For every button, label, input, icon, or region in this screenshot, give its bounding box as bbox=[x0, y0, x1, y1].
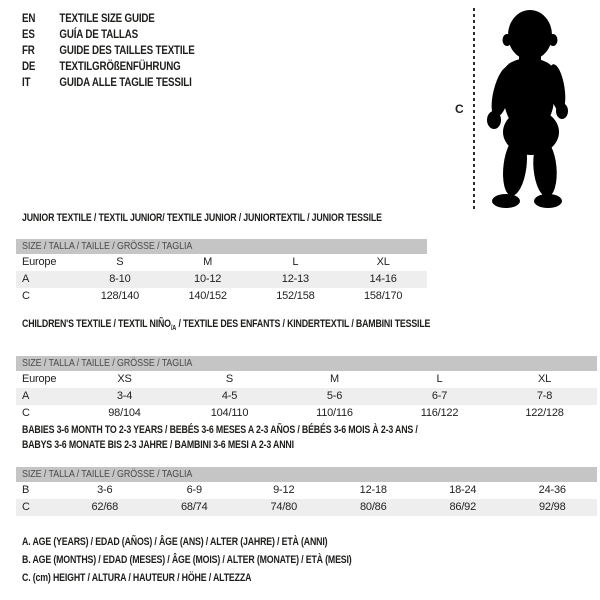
table-cell: 86/92 bbox=[449, 501, 477, 513]
table-row bbox=[16, 271, 427, 288]
junior-textile-section bbox=[16, 211, 427, 305]
table-cell: S bbox=[116, 256, 124, 268]
table-cell: 116/122 bbox=[420, 407, 459, 420]
language-code: DE bbox=[22, 61, 36, 73]
table-cell: 110/116 bbox=[316, 407, 353, 420]
table-cell: L bbox=[292, 256, 299, 268]
height-measure-label: C bbox=[455, 102, 464, 116]
babies-textile-section bbox=[16, 423, 597, 516]
row-label: C bbox=[22, 290, 30, 302]
table-cell: M bbox=[330, 373, 339, 386]
babies-textile-table bbox=[16, 467, 597, 516]
table-row bbox=[16, 405, 597, 422]
table-cell: XS bbox=[117, 373, 132, 386]
row-label: Europe bbox=[22, 256, 57, 268]
table-cell: L bbox=[436, 373, 443, 386]
title-subscript: /A bbox=[170, 325, 177, 333]
table-cell: 68/74 bbox=[180, 501, 208, 513]
table-cell: 18-24 bbox=[449, 484, 477, 496]
table-cell: 8-10 bbox=[109, 273, 131, 285]
junior-textile-table bbox=[16, 239, 427, 305]
table-cell: 6-9 bbox=[186, 484, 202, 496]
table-cell: S bbox=[225, 373, 234, 386]
table-cell: 128/140 bbox=[100, 290, 140, 302]
table-cell: XL bbox=[376, 256, 390, 268]
row-label: B bbox=[22, 484, 30, 496]
table-cell: 10-12 bbox=[194, 273, 222, 285]
size-header-bar bbox=[16, 356, 597, 371]
childrens-textile-section bbox=[16, 317, 597, 422]
language-row bbox=[22, 59, 195, 75]
table-cell: M bbox=[203, 256, 213, 268]
table-cell: 5-6 bbox=[326, 390, 343, 403]
baby-silhouette bbox=[482, 8, 574, 212]
title-line-1: BABIES 3-6 MONTH TO 2-3 YEARS / BEBÉS 3-6 MESES A 2-3 AÑOS / BÉBÉS 3-6 MOIS À 2-3 ANS / bbox=[22, 424, 418, 436]
table-row bbox=[16, 499, 597, 516]
title-prefix: CHILDREN'S TEXTILE / TEXTIL NIÑO bbox=[22, 318, 171, 330]
table-cell: 14-16 bbox=[369, 273, 397, 285]
table-cell: 9-12 bbox=[273, 484, 295, 496]
row-label: A bbox=[22, 390, 30, 403]
size-header-bar bbox=[16, 467, 597, 482]
size-header-bar bbox=[16, 239, 427, 254]
row-label: Europe bbox=[22, 373, 57, 386]
footnote-b: B. AGE (MONTHS) / EDAD (MESES) / ÂGE (MOIS) / ALTER (MONATE) / ETÀ (MESI) bbox=[22, 554, 352, 566]
height-measure-dashed-line bbox=[473, 8, 475, 210]
table-row bbox=[16, 288, 427, 305]
table-cell: XL bbox=[537, 373, 552, 386]
childrens-textile-table bbox=[16, 356, 597, 422]
table-cell: 3-6 bbox=[97, 484, 113, 496]
language-title: GUIDE DES TAILLES TEXTILE bbox=[59, 45, 195, 57]
language-row bbox=[22, 75, 195, 91]
footnotes bbox=[22, 533, 434, 587]
table-row bbox=[16, 254, 427, 271]
table-cell: 98/104 bbox=[108, 407, 141, 420]
language-list bbox=[22, 11, 195, 91]
footnote-c: C. (cm) HEIGHT / ALTURA / HAUTEUR / HÖHE / ALTEZZA bbox=[22, 572, 252, 584]
language-title: TEXTILGRÖßENFÜHRUNG bbox=[59, 61, 181, 73]
language-title: GUIDA ALLE TAGLIE TESSILI bbox=[59, 77, 192, 89]
language-row bbox=[22, 27, 195, 43]
table-cell: 3-4 bbox=[116, 390, 133, 403]
table-cell: 62/68 bbox=[91, 501, 119, 513]
table-cell: 74/80 bbox=[270, 501, 298, 513]
table-cell: 92/98 bbox=[538, 501, 566, 513]
table-row bbox=[16, 371, 597, 388]
size-header-text: SIZE / TALLA / TAILLE / GRÖSSE / TAGLIA bbox=[22, 240, 193, 252]
language-title: GUÍA DE TALLAS bbox=[59, 29, 138, 41]
table-cell: 104/110 bbox=[210, 407, 249, 420]
table-cell: 4-5 bbox=[221, 390, 238, 403]
language-title: TEXTILE SIZE GUIDE bbox=[59, 13, 155, 25]
table-cell: 80/86 bbox=[359, 501, 387, 513]
row-label: C bbox=[22, 501, 30, 513]
language-code: IT bbox=[22, 77, 31, 89]
table-cell: 152/158 bbox=[276, 290, 315, 302]
row-label: C bbox=[22, 407, 30, 420]
row-label: A bbox=[22, 273, 30, 285]
footnote-a: A. AGE (YEARS) / EDAD (AÑOS) / ÂGE (ANS) / ALTER (JAHRE) / ETÀ (ANNI) bbox=[22, 536, 328, 548]
table-cell: 140/152 bbox=[188, 290, 227, 302]
table-cell: 122/128 bbox=[525, 407, 564, 420]
table-cell: 12-18 bbox=[359, 484, 387, 496]
babies-textile-title bbox=[22, 423, 482, 453]
title-line-2: BABYS 3-6 MONATE BIS 2-3 JAHRE / BAMBINI 3-6 MESI A 2-3 ANNI bbox=[22, 439, 294, 451]
table-cell: 6-7 bbox=[431, 390, 448, 403]
size-header-text: SIZE / TALLA / TAILLE / GRÖSSE / TAGLIA bbox=[22, 357, 193, 370]
table-cell: 158/170 bbox=[363, 290, 403, 302]
junior-textile-title: JUNIOR TEXTILE / TEXTIL JUNIOR/ TEXTILE JUNIOR / JUNIORTEXTIL / JUNIOR TESSILE bbox=[22, 212, 382, 224]
table-cell: 24-36 bbox=[538, 484, 566, 496]
table-row bbox=[16, 388, 597, 405]
language-code: FR bbox=[22, 45, 35, 57]
title-suffix: / TEXTILE DES ENFANTS / KINDERTEXTIL / BAMBINI TESSILE bbox=[176, 318, 431, 330]
table-cell: 7-8 bbox=[536, 390, 553, 403]
language-code: ES bbox=[22, 29, 35, 41]
childrens-textile-title bbox=[22, 317, 482, 336]
language-row bbox=[22, 11, 195, 27]
table-row bbox=[16, 482, 597, 499]
size-header-text: SIZE / TALLA / TAILLE / GRÖSSE / TAGLIA bbox=[22, 468, 193, 480]
language-code: EN bbox=[22, 13, 36, 25]
language-row bbox=[22, 43, 195, 59]
table-cell: 12-13 bbox=[281, 273, 309, 285]
